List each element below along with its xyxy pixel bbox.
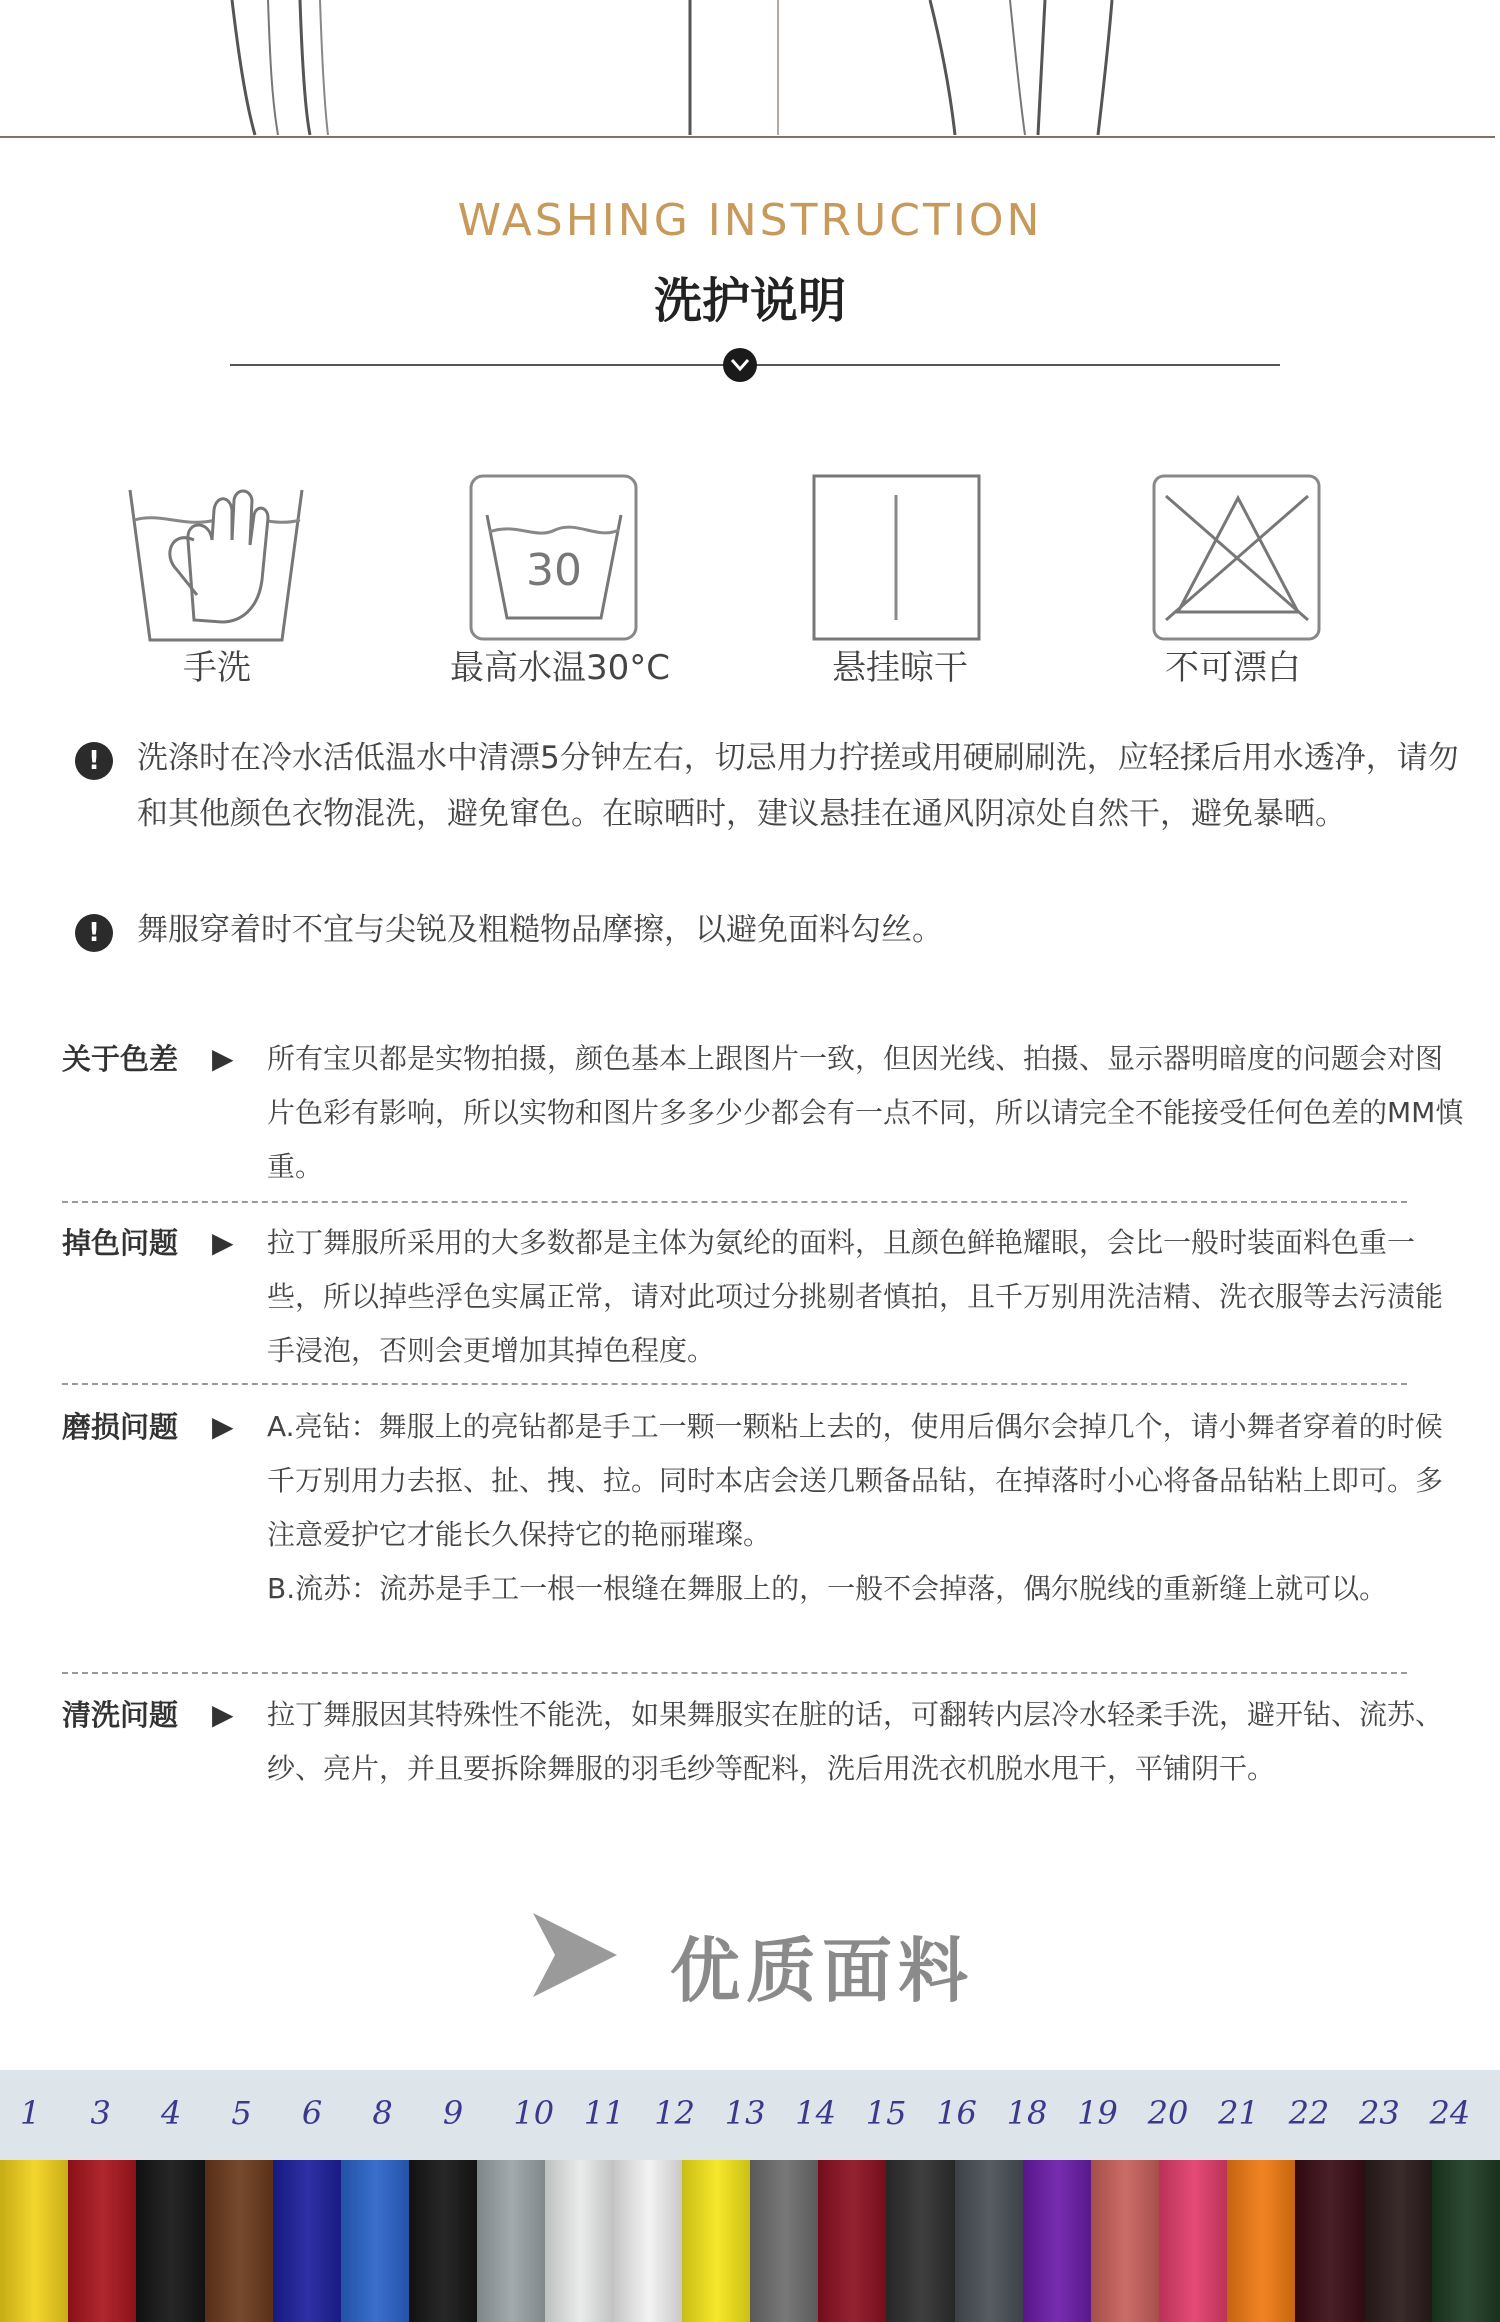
swatch-number: 9 bbox=[442, 2094, 464, 2132]
fabric-swatch bbox=[545, 2160, 615, 2322]
number-tape bbox=[0, 2070, 1500, 2162]
faq-text: 拉丁舞服所采用的大多数都是主体为氨纶的面料，且颜色鲜艳耀眼，会比一般时装面料色重一些，所以掉些浮色实属正常，请对此项过分挑剔者慎拍，且千万别用洗洁精、洗衣服等去污渍能手浸泡，否则会更增加其掉色程度。 bbox=[267, 1226, 1444, 1367]
swatch-number: 10 bbox=[513, 2094, 555, 2132]
swatch-number: 19 bbox=[1077, 2094, 1118, 2132]
swatch-number: 1 bbox=[20, 2094, 41, 2132]
fabric-swatch bbox=[409, 2160, 479, 2322]
triangle-arrow-icon: ▶ bbox=[212, 1042, 234, 1075]
swatch-number: 11 bbox=[583, 2094, 625, 2132]
faq-label: 清洗问题 bbox=[62, 1698, 179, 1732]
play-arrow-icon bbox=[525, 1905, 625, 2005]
fabric-swatch bbox=[682, 2160, 752, 2322]
swatch-number: 4 bbox=[160, 2094, 182, 2132]
line-dry-label: 悬挂晾干 bbox=[832, 648, 968, 688]
fabric-swatch bbox=[1295, 2160, 1365, 2322]
faq-paragraph: B.流苏：流苏是手工一根一根缝在舞服上的，一般不会掉落，偶尔脱线的重新缝上就可以。 bbox=[267, 1572, 1388, 1605]
fabric-swatch bbox=[1432, 2160, 1500, 2322]
fabric-swatch bbox=[750, 2160, 820, 2322]
title-divider bbox=[225, 345, 1285, 385]
hand-wash-label: 手洗 bbox=[183, 648, 251, 688]
exclamation-icon: ! bbox=[75, 742, 113, 780]
faq-color-fading bbox=[62, 1216, 1444, 1378]
fabric-swatch bbox=[614, 2160, 684, 2322]
garment-sketch bbox=[0, 0, 1500, 140]
swatch-number: 18 bbox=[1006, 2094, 1048, 2132]
faq-color-difference bbox=[62, 1032, 1464, 1194]
dashed-divider bbox=[62, 1672, 1407, 1674]
line-dry-icon bbox=[808, 470, 998, 645]
fabric-swatch bbox=[886, 2160, 956, 2322]
care-note-text: 洗涤时在冷水活低温水中清漂5分钟左右，切忌用力拧搓或用硬刷刷洗，应轻揉后用水透净，请勿和其他颜色衣物混洗，避免窜色。在晾晒时，建议悬挂在通风阴凉处自然干，避免暴晒。 bbox=[137, 740, 1459, 832]
quality-fabric-title: 优质面料 bbox=[670, 1929, 974, 2012]
faq-label: 磨损问题 bbox=[62, 1410, 179, 1444]
faq-paragraph: A.亮钻：舞服上的亮钻都是手工一颗一颗粘上去的，使用后偶尔会掉几个，请小舞者穿着的时候千万别用力去抠、扯、拽、拉。同时本店会送几颗备品钻，在掉落时小心将备品钻粘上即可。多注意爱护它才能长久保持它的艳丽璀璨。 bbox=[267, 1410, 1444, 1551]
faq-wear bbox=[62, 1400, 1444, 1670]
fabric-swatch bbox=[1023, 2160, 1093, 2322]
swatch-number: 5 bbox=[231, 2094, 252, 2132]
swatch-number: 23 bbox=[1359, 2094, 1400, 2132]
exclamation-icon: ! bbox=[75, 914, 113, 952]
care-note bbox=[75, 730, 1459, 900]
swatch-number: 12 bbox=[654, 2094, 695, 2132]
dashed-divider bbox=[62, 1383, 1407, 1385]
fabric-swatch bbox=[1364, 2160, 1434, 2322]
dashed-divider bbox=[62, 1201, 1407, 1203]
fabric-swatch bbox=[205, 2160, 275, 2322]
fabric-swatch bbox=[136, 2160, 206, 2322]
swatch-number: 22 bbox=[1288, 2094, 1330, 2132]
hand-wash-icon bbox=[122, 470, 312, 645]
triangle-arrow-icon: ▶ bbox=[212, 1226, 234, 1259]
swatch-number: 21 bbox=[1218, 2094, 1259, 2132]
fabric-swatch bbox=[477, 2160, 547, 2322]
faq-cleaning bbox=[62, 1688, 1444, 1850]
fabric-swatch bbox=[955, 2160, 1025, 2322]
fabric-swatch bbox=[273, 2160, 343, 2322]
no-bleach-icon bbox=[1148, 470, 1338, 645]
triangle-arrow-icon: ▶ bbox=[212, 1698, 234, 1731]
swatch-number: 14 bbox=[795, 2094, 836, 2132]
care-note-text: 舞服穿着时不宜与尖锐及粗糙物品摩擦，以避免面料勾丝。 bbox=[137, 912, 943, 948]
swatch-number: 15 bbox=[865, 2094, 907, 2132]
faq-label: 掉色问题 bbox=[62, 1226, 179, 1260]
fabric-swatch bbox=[68, 2160, 138, 2322]
faq-text: 所有宝贝都是实物拍摄，颜色基本上跟图片一致，但因光线、拍摄、显示器明暗度的问题会对图片色彩有影响，所以实物和图片多多少少都会有一点不同，所以请完全不能接受任何色差的MM慎重。 bbox=[267, 1042, 1464, 1183]
section-title-cn: 洗护说明 bbox=[653, 273, 846, 329]
fabric-swatch bbox=[1091, 2160, 1161, 2322]
fabric-swatch bbox=[341, 2160, 411, 2322]
faq-text: 拉丁舞服因其特殊性不能洗，如果舞服实在脏的话，可翻转内层冷水轻柔手洗，避开钻、流苏、纱、亮片，并且要拆除舞服的羽毛纱等配料，洗后用洗衣机脱水甩干，平铺阴干。 bbox=[267, 1698, 1444, 1785]
fabric-swatch bbox=[1227, 2160, 1297, 2322]
wash-30-icon bbox=[465, 470, 655, 645]
fabric-swatch-photo bbox=[0, 2070, 1500, 2322]
wash-temp-label: 最高水温30°C bbox=[449, 648, 670, 688]
section-title-en: WASHING INSTRUCTION bbox=[457, 195, 1043, 246]
swatch-number: 16 bbox=[936, 2094, 977, 2132]
svg-text:30: 30 bbox=[526, 545, 582, 596]
care-note bbox=[75, 902, 1405, 962]
fabric-swatch bbox=[818, 2160, 888, 2322]
swatch-number: 3 bbox=[90, 2094, 111, 2132]
no-bleach-label: 不可漂白 bbox=[1165, 648, 1301, 688]
swatch-number: 6 bbox=[301, 2094, 323, 2132]
faq-label: 关于色差 bbox=[62, 1042, 179, 1076]
swatch-number: 8 bbox=[372, 2094, 393, 2132]
fabric-swatch bbox=[0, 2160, 70, 2322]
swatch-number: 20 bbox=[1147, 2094, 1189, 2132]
fabric-swatch bbox=[1159, 2160, 1229, 2322]
triangle-arrow-icon: ▶ bbox=[212, 1410, 234, 1443]
faq-text bbox=[267, 1400, 1467, 1616]
swatch-number: 13 bbox=[724, 2094, 766, 2132]
swatch-number: 24 bbox=[1429, 2094, 1471, 2132]
